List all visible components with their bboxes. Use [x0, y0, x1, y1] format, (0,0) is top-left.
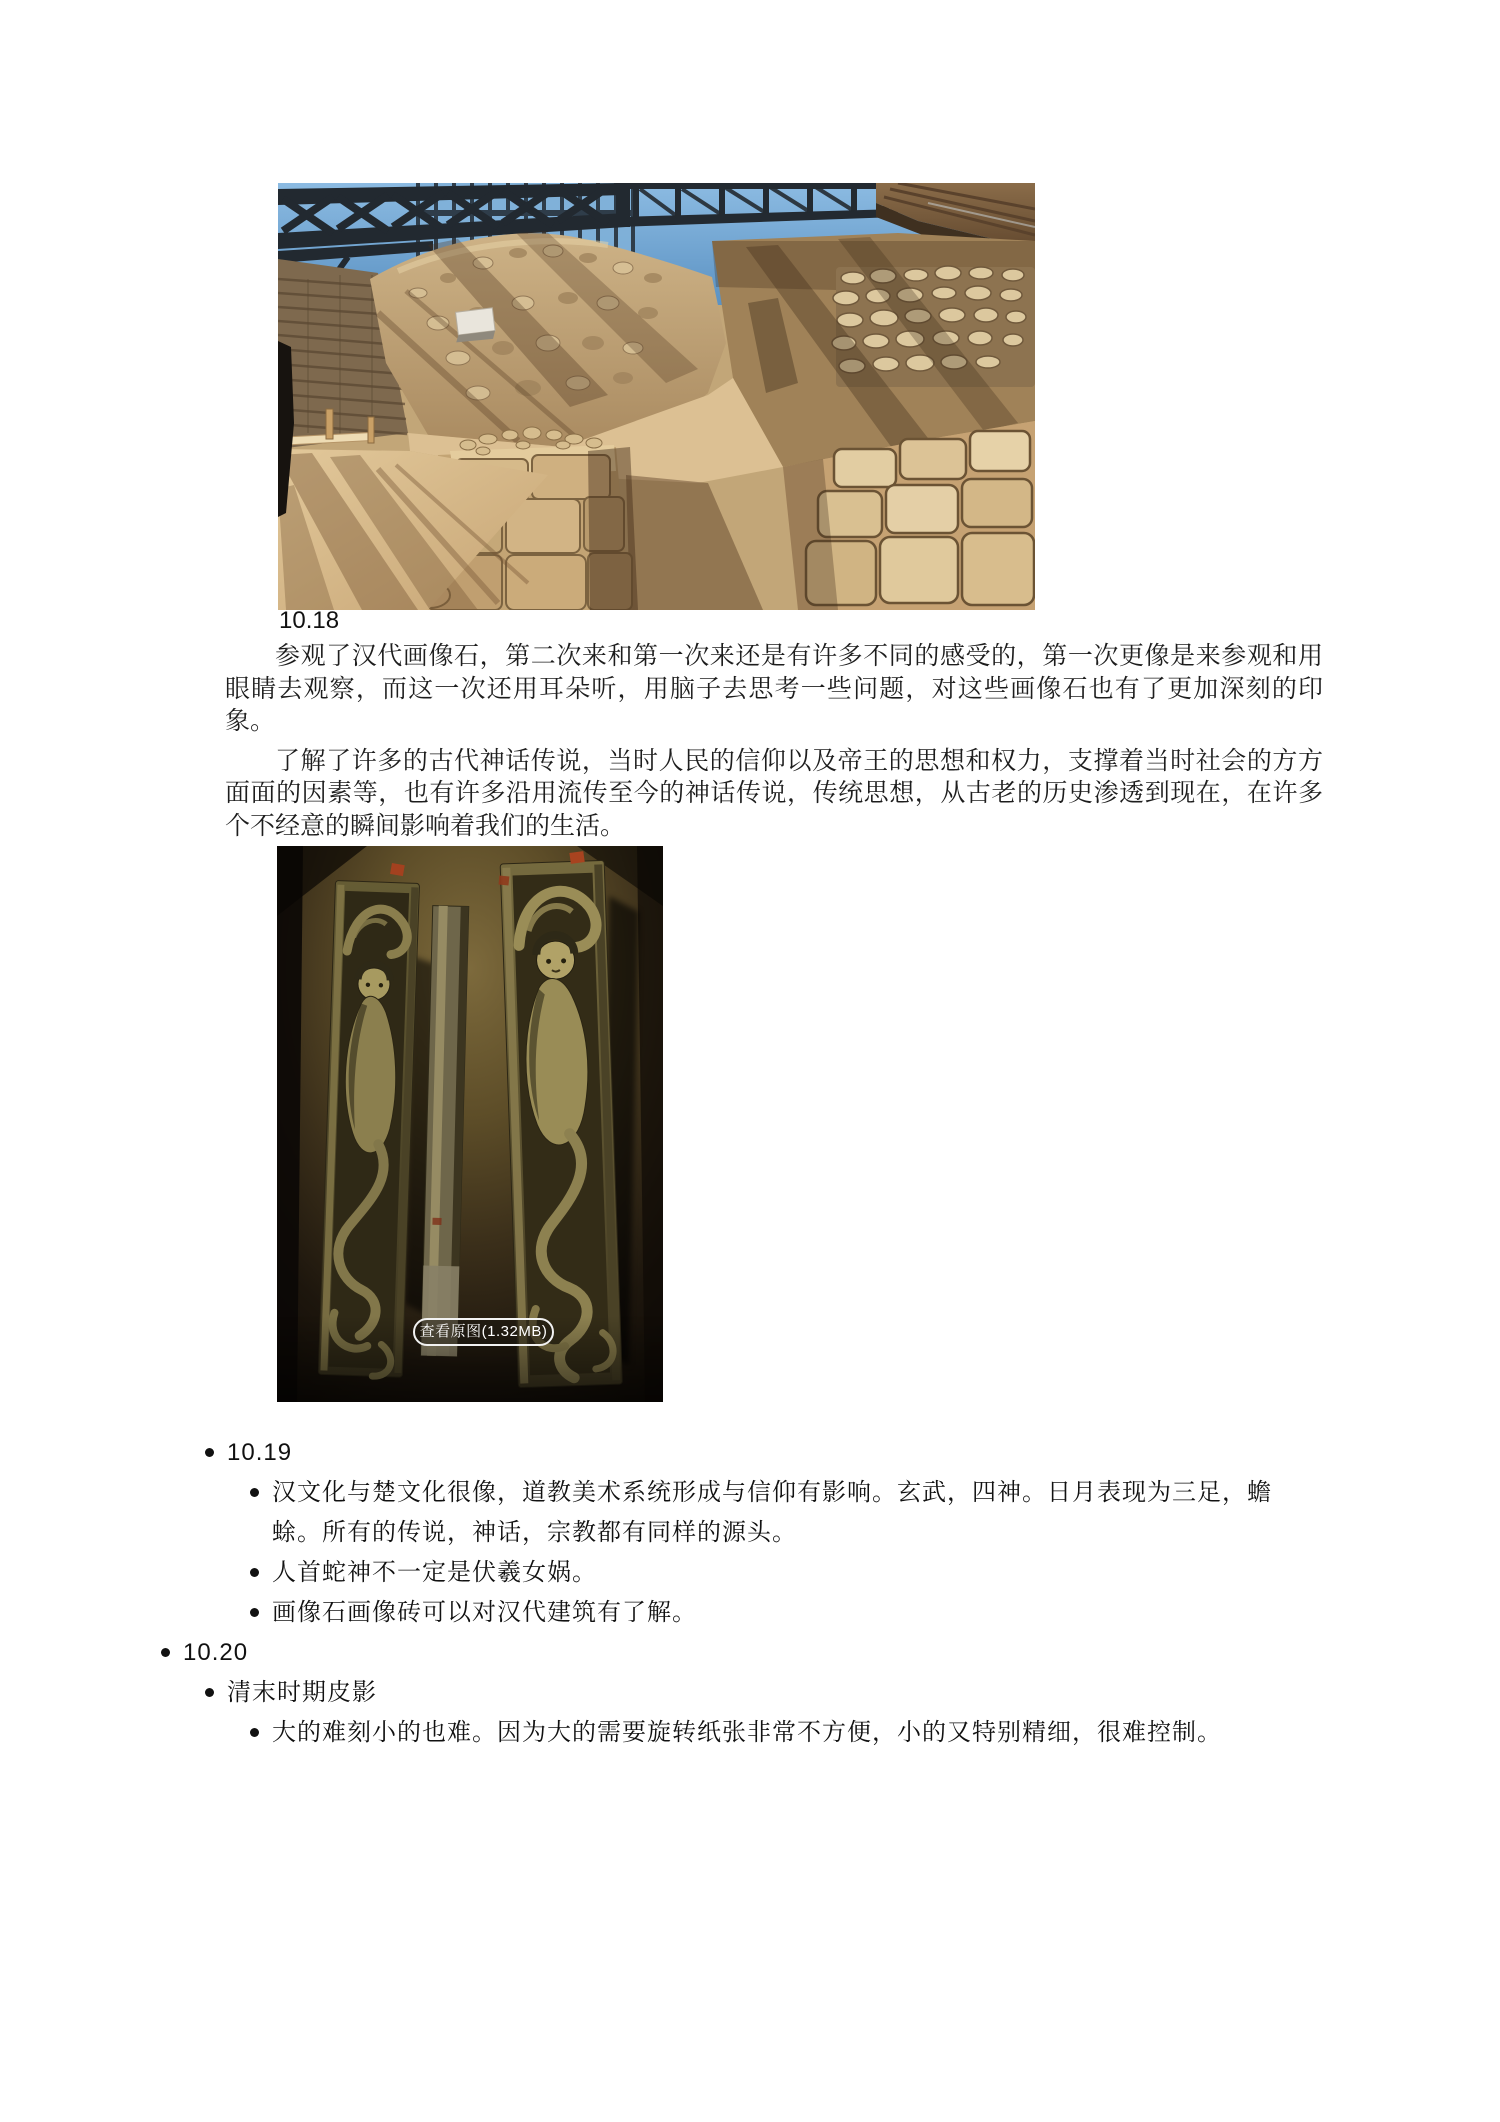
bullet-icon — [250, 1608, 259, 1617]
excavation-photo — [278, 183, 1035, 610]
paragraph: 了解了许多的古代神话传说，当时人民的信仰以及帝王的思想和权力，支撑着当时社会的方方面面的因素等，也有许多沿用流传至今的神话传说，传统思想，从古老的历史渗透到现在，在许多个不经意的瞬间影响着我们的生活。 — [225, 747, 1323, 840]
bullet-icon — [205, 1448, 214, 1457]
list-item — [250, 1713, 1470, 1753]
bullet-icon — [250, 1568, 259, 1577]
list-item — [250, 1593, 1470, 1633]
excavation-photo-art — [278, 183, 1035, 610]
bullet-icon — [161, 1648, 170, 1657]
list-item-text: 10.19 — [227, 1439, 293, 1466]
paragraph: 参观了汉代画像石，第二次来和第一次来还是有许多不同的感受的，第一次更像是来参观和用眼睛去观察，而这一次还用耳朵听，用脑子去思考一些问题，对这些画像石也有了更加深刻的印象。 — [225, 643, 1323, 735]
photo-caption: 10.18 — [279, 607, 340, 634]
info-sign — [453, 308, 496, 344]
list-item-text: 10.20 — [183, 1639, 249, 1666]
bullet-icon — [250, 1488, 259, 1497]
list-item-text: 汉文化与楚文化很像，道教美术系统形成与信仰有影响。玄武，四神。日月表现为三足，蟾蜍。所有的传说，神话，宗教都有同样的源头。 — [272, 1479, 1272, 1546]
diary-text — [225, 641, 1323, 850]
list-item — [250, 1553, 1470, 1593]
list-item-text: 画像石画像砖可以对汉代建筑有了解。 — [272, 1599, 697, 1626]
bullet-icon — [205, 1688, 214, 1697]
list-item-text: 大的难刻小的也难。因为大的需要旋转纸张非常不方便，小的又特别精细，很难控制。 — [272, 1719, 1222, 1746]
list-item — [250, 1473, 1470, 1553]
right-pillar — [500, 860, 622, 1387]
left-pillar — [318, 881, 419, 1378]
view-original-button[interactable]: 查看原图(1.32MB) — [413, 1318, 554, 1346]
bullet-icon — [250, 1728, 259, 1737]
list-item — [161, 1633, 1470, 1673]
list-item — [205, 1673, 1470, 1713]
list-item — [205, 1433, 1470, 1473]
list-item-text: 清末时期皮影 — [227, 1679, 377, 1706]
notes-list — [0, 1433, 1470, 1753]
list-item-text: 人首蛇神不一定是伏羲女娲。 — [272, 1559, 597, 1586]
